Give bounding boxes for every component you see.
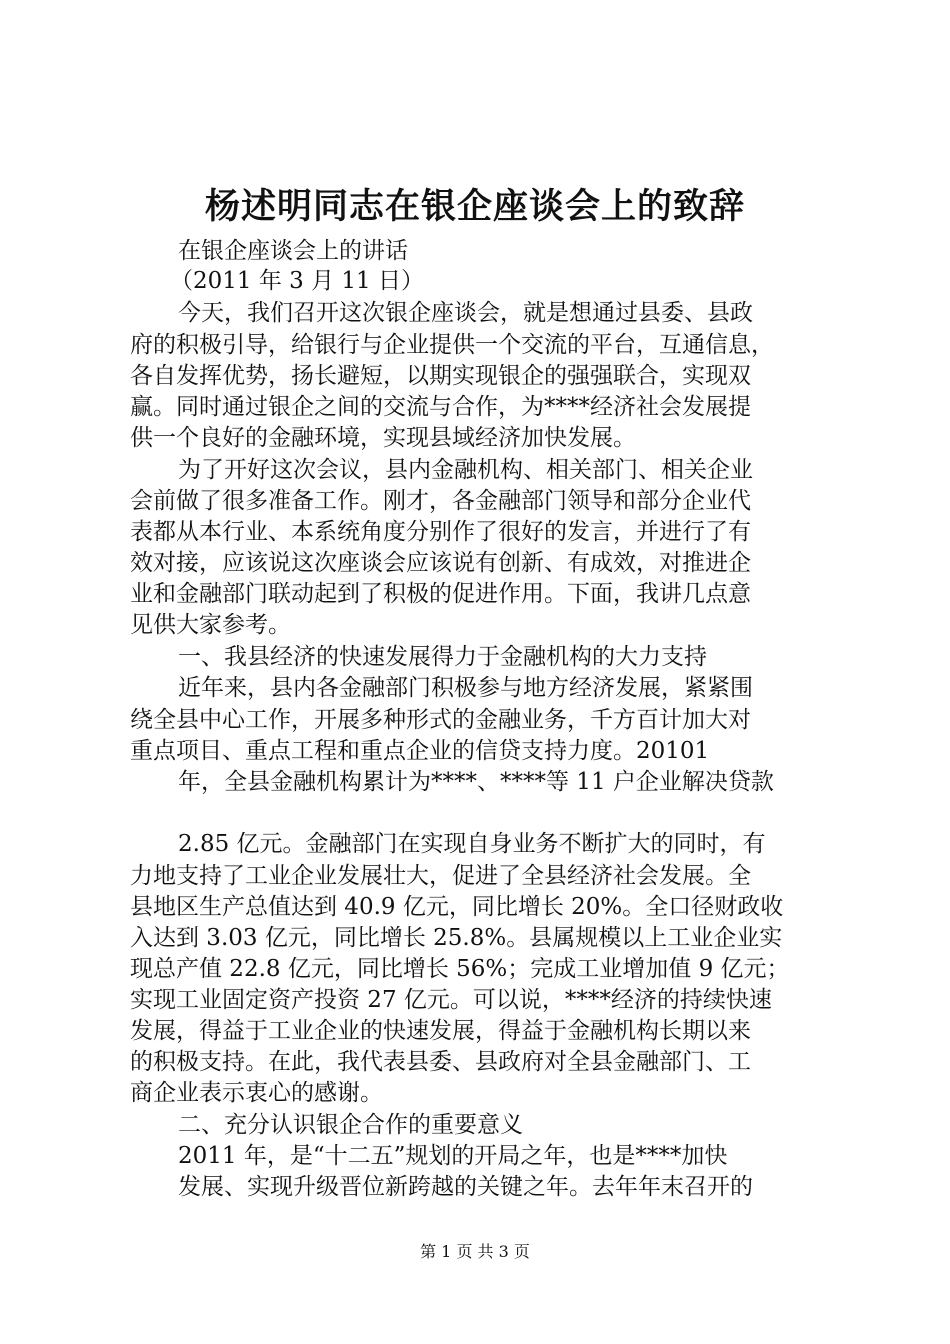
speech-subtitle: 在银企座谈会上的讲话 — [178, 238, 408, 264]
paragraph-line: 县地区生产总值达到 40.9 亿元，同比增长 20%。全口径财政收 — [130, 894, 784, 920]
paragraph-line: 现总产值 22.8 亿元，同比增长 56%；完成工业增加值 9 亿元； — [130, 956, 790, 982]
paragraph-line: 2011 年，是“十二五”规划的开局之年，也是****加快 — [178, 1143, 728, 1169]
page-footer: 第 1 页 共 3 页 — [420, 1242, 530, 1261]
paragraph-line: 见供大家参考。 — [130, 612, 291, 638]
speech-date: （2011 年 3 月 11 日） — [170, 268, 424, 294]
paragraph-line: 各自发挥优势，扬长避短，以期实现银企的强强联合，实现双 — [130, 363, 751, 389]
paragraph-line: 的积极支持。在此，我代表县委、县政府对全县金融部门、工 — [130, 1049, 751, 1075]
paragraph-line: 绕全县中心工作，开展多种形式的金融业务，千方百计加大对 — [130, 707, 751, 733]
paragraph-line: 今天，我们召开这次银企座谈会，就是想通过县委、县政 — [178, 300, 753, 326]
paragraph-line: 赢。同时通过银企之间的交流与合作，为****经济社会发展提 — [130, 394, 751, 420]
paragraph-line: 效对接，应该说这次座谈会应该说有创新、有成效，对推进企 — [130, 550, 751, 576]
section-heading: 一、我县经济的快速发展得力于金融机构的大力支持 — [178, 644, 707, 670]
paragraph-line: 2.85 亿元。金融部门在实现自身业务不断扩大的同时，有 — [178, 831, 766, 857]
paragraph-line: 为了开好这次会议，县内金融机构、相关部门、相关企业 — [178, 457, 753, 483]
paragraph-line: 业和金融部门联动起到了积极的促进作用。下面，我讲几点意 — [130, 581, 751, 607]
paragraph-line: 表都从本行业、本系统角度分别作了很好的发言，并进行了有 — [130, 519, 751, 545]
paragraph-line: 实现工业固定资产投资 27 亿元。可以说，****经济的持续快速 — [130, 987, 772, 1013]
document-title: 杨述明同志在银企座谈会上的致辞 — [204, 186, 745, 227]
paragraph-line: 会前做了很多准备工作。刚才，各金融部门领导和部分企业代 — [130, 488, 751, 514]
paragraph-line: 入达到 3.03 亿元，同比增长 25.8%。县属规模以上工业企业实 — [130, 925, 783, 951]
paragraph-line: 府的积极引导，给银行与企业提供一个交流的平台，互通信息， — [130, 332, 774, 358]
paragraph-line: 供一个良好的金融环境，实现县域经济加快发展。 — [130, 425, 636, 451]
paragraph-line: 年，全县金融机构累计为****、****等 11 户企业解决贷款 — [178, 769, 774, 795]
paragraph-line: 重点项目、重点工程和重点企业的信贷支持力度。20101 — [130, 738, 710, 764]
paragraph-line: 商企业表示衷心的感谢。 — [130, 1080, 383, 1106]
paragraph-line: 力地支持了工业企业发展壮大，促进了全县经济社会发展。全 — [130, 863, 751, 889]
paragraph-line: 近年来，县内各金融部门积极参与地方经济发展，紧紧围 — [178, 675, 753, 701]
paragraph-line: 发展、实现升级晋位新跨越的关键之年。去年年末召开的 — [178, 1174, 753, 1200]
paragraph-line: 发展，得益于工业企业的快速发展，得益于金融机构长期以来 — [130, 1018, 751, 1044]
section-heading: 二、充分认识银企合作的重要意义 — [178, 1112, 523, 1138]
